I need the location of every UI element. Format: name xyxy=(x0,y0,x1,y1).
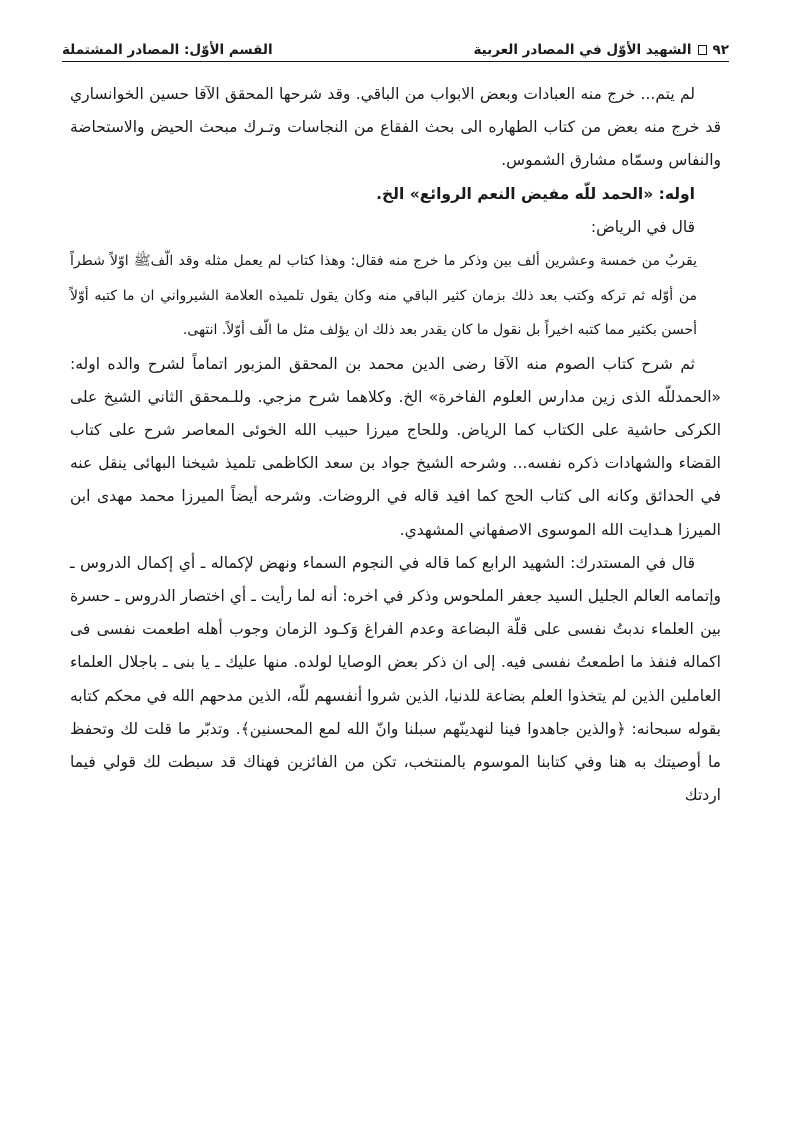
square-ornament-icon xyxy=(698,45,707,55)
paragraph-2: ثم شرح كتاب الصوم منه الآقا رضى الدين محمد بن المحقق المزبور اتماماً لشرح والده اوله: «الحمدللّه الذى زين مدارس العلوم الفاخرة» الخ. وكلاهما شرح مزجي. وللـمحقق الثاني الشيخ على الكركى حاشية على الكتاب كما الرياض. وللحاج ميرزا حبيب الله الخوئى المعاصر شرح على كتاب القضاء والشهادات ذكره نفسه... وشرحه الشيخ جواد بن سعد الكاظمى تلميذ شيخنا البهائى ينقل عنه في الحدائق وكانه الى كتاب الحج كما افيد قاله في الروضات. وشرحه أيضاً الميرزا محمد مهدى ابن الميرزا هـدايت الله الموسوى الاصفهاني المشهدي. xyxy=(70,354,721,539)
header-divider xyxy=(62,61,729,62)
running-title-right: الشهيد الأوّل في المصادر العربية xyxy=(473,42,692,58)
paragraph-incipit: اوله: «الحمد للّه مفيض النعم الروائع» الخ. xyxy=(376,184,695,203)
body-text xyxy=(70,78,721,812)
running-header xyxy=(62,28,729,58)
paragraph-riyad-intro: قال في الرياض: xyxy=(590,217,695,236)
page-number: ٩٢ xyxy=(712,42,729,58)
header-right-group xyxy=(473,42,729,58)
paragraph-3: قال في المستدرك: الشهيد الرابع كما قاله في النجوم السماء ونهض لإكماله ـ أي إكمال الدروس ـ وإتمامه العالم الجليل السيد جعفر الملحوس وذكر في اخره: أنه لما رأيت ـ أي اختصار الدروس ـ حسرة بين العلماء ندبتُ نفسى على قلّة البضاعة وعدم الفراغ وَكـود الزمان وجوب أهله اطعمت نفسى فى اكماله فنفذ ما اطمعتُ نفسى فيه. إلى ان ذكر بعض الوصايا لولده. منها عليك ـ يا بنى ـ باجلال العلماء العاملين الذين لم يتخذوا العلم بضاعة للدنيا، الذين شروا أنفسهم للّه، الذين مدحهم الله في محكم كتابه بقوله سبحانه: ﴿والذين جاهدوا فينا لنهدينّهم سبلنا وانّ الله لمع المحسنين﴾. وتدبّر ما قلت لك وتحفظ ما أوصيتك به هنا وفي كتابنا الموسوم بالمنتخب، تكن من الفائزين فهناك قد سبطت لك قولي فيما اردتك xyxy=(70,553,721,805)
running-title-left: القسم الأوّل: المصادر المشتملة xyxy=(62,42,273,58)
block-quote: يقربُ من خمسة وعشرين ألف بين وذكر ما خرج منه فقال: وهذا كتاب لم يعمل مثله وقد الّفﷺ اوّلاً شطراً من أوّله ثم تركه وكتب بعد ذلك بزمان كثير الباقي منه وكان يقول تلميذه العلامة الشيرواني ان ما كتبه أوّلاً أحسن بكثير مما كتبه اخيراً بل نقول ما كان يقدر بعد ذلك ان يؤلف مثل ما الّف أوّلاً. انتهى. xyxy=(70,253,697,339)
paragraph-1: لم يتم... خرج منه العبادات وبعض الابواب من الباقي. وقد شرحها المحقق الآقا حسين الخوانساري قد خرج منه بعض من كتاب الطهاره الى بحث الفقاع من النجاسات وتـرك مبحث الحيض والاستحاضة والنفاس وسمّاه مشارق الشموس. xyxy=(70,85,721,170)
